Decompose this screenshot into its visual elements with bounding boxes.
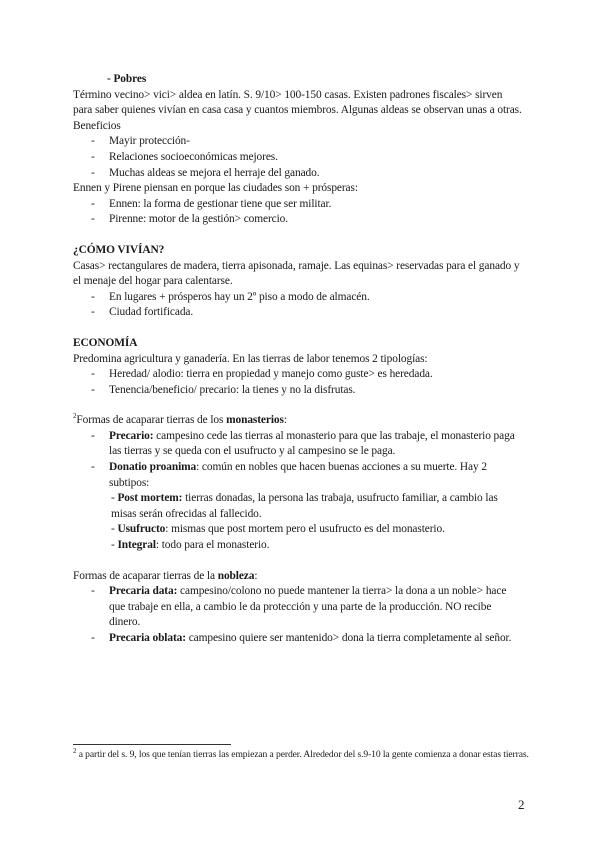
- footnote: [73, 748, 533, 761]
- como-vivian-paragraph: Casas> rectangulares de madera, tierra apisonada, ramaje. Las equinas> reservadas para el ganado y el menaje del hogar para calentarse.: [73, 259, 520, 288]
- section-heading-pobres: - Pobres: [107, 73, 147, 85]
- list-item: - Mayir protección-: [73, 134, 523, 150]
- pobres-paragraph: Término vecino> vici> aldea en latín. S. 9/10> 100-150 casas. Existen padrones fiscales> sirven para saber quienes vivían en casa casa y cuantos miembros. Algunas aldeas se observan unas a otras.: [73, 88, 522, 117]
- list-item: - En lugares + prósperos hay un 2º piso a modo de almacén.: [73, 290, 523, 306]
- footnote-separator: [73, 744, 231, 745]
- list-item: - Muchas aldeas se mejora el herraje del ganado.: [73, 166, 523, 182]
- list-item: - Heredad/ alodio: tierra en propiedad y manejo como guste> es heredada.: [73, 367, 523, 383]
- ennen-list: [73, 197, 523, 228]
- subtype-item: - Integral: todo para el monasterio.: [111, 539, 270, 552]
- monasterios-intro: $^2$Formas de acaparar tierras de los monasterios:: [73, 412, 287, 427]
- list-item: - Precaria data: campesino/colono no puede mantener la tierra> la dona a un noble> hace que trabaje en ella, a cambio le da protección y una parte de la producción. NO recibe dinero.: [73, 584, 523, 631]
- nobleza-list: [73, 584, 523, 646]
- list-item: - Ennen: la forma de gestionar tiene que ser militar.: [73, 197, 523, 213]
- monasterios-list: [73, 429, 523, 491]
- list-item: - Tenencia/beneficio/ precario: la tienes y no la disfrutas.: [73, 383, 523, 399]
- footnote-text: a partir del s. 9, los que tenían tierras las empiezan a perder. Alrededor del s.9-10 la gente comienza a donar estas tierras.: [76, 749, 529, 760]
- economia-list: [73, 367, 523, 398]
- page-number: 2: [518, 797, 525, 812]
- footnote-mark: 2: [73, 746, 77, 755]
- list-item: - Precaria oblata: campesino quiere ser mantenido> dona la tierra completamente al señor.: [73, 631, 523, 647]
- list-item: - Relaciones socioeconómicas mejores.: [73, 150, 523, 166]
- ennen-paragraph: Ennen y Pirene piensan en porque las ciudades son + prósperas:: [73, 182, 358, 195]
- list-item: - Donatio proanima: común en nobles que hacen buenas acciones a su muerte. Hay 2 subtipos:: [73, 460, 523, 491]
- document-body: [73, 72, 523, 647]
- economia-paragraph: Predomina agricultura y ganadería. En las tierras de labor tenemos 2 tipologías:: [73, 352, 428, 365]
- donatio-subtypes: [73, 491, 523, 553]
- section-heading-como-vivian: ¿CÓMO VIVÍAN?: [73, 243, 165, 256]
- nobleza-intro: Formas de acaparar tierras de la nobleza:: [73, 569, 258, 582]
- list-item: - Precario: campesino cede las tierras al monasterio para que las trabaje, el monasterio paga las tierras y se queda con el usufructo y al campesino se le paga.: [73, 429, 523, 460]
- section-heading-economia: ECONOMÍA: [73, 336, 138, 349]
- list-item: - Pirenne: motor de la gestión> comercio.: [73, 212, 523, 228]
- subtype-item: - Usufructo: mismas que post mortem pero el usufructo es del monasterio.: [111, 523, 445, 536]
- como-vivian-list: [73, 290, 523, 321]
- footnote-reference: 2: [73, 412, 77, 421]
- beneficios-list: [73, 134, 523, 181]
- list-item: - Ciudad fortificada.: [73, 305, 523, 321]
- subtype-item: - Post mortem: tierras donadas, la persona las trabaja, usufructo familiar, a cambio las misas serán ofrecidas al fallecido.: [111, 492, 498, 520]
- beneficios-label: Beneficios: [73, 119, 121, 132]
